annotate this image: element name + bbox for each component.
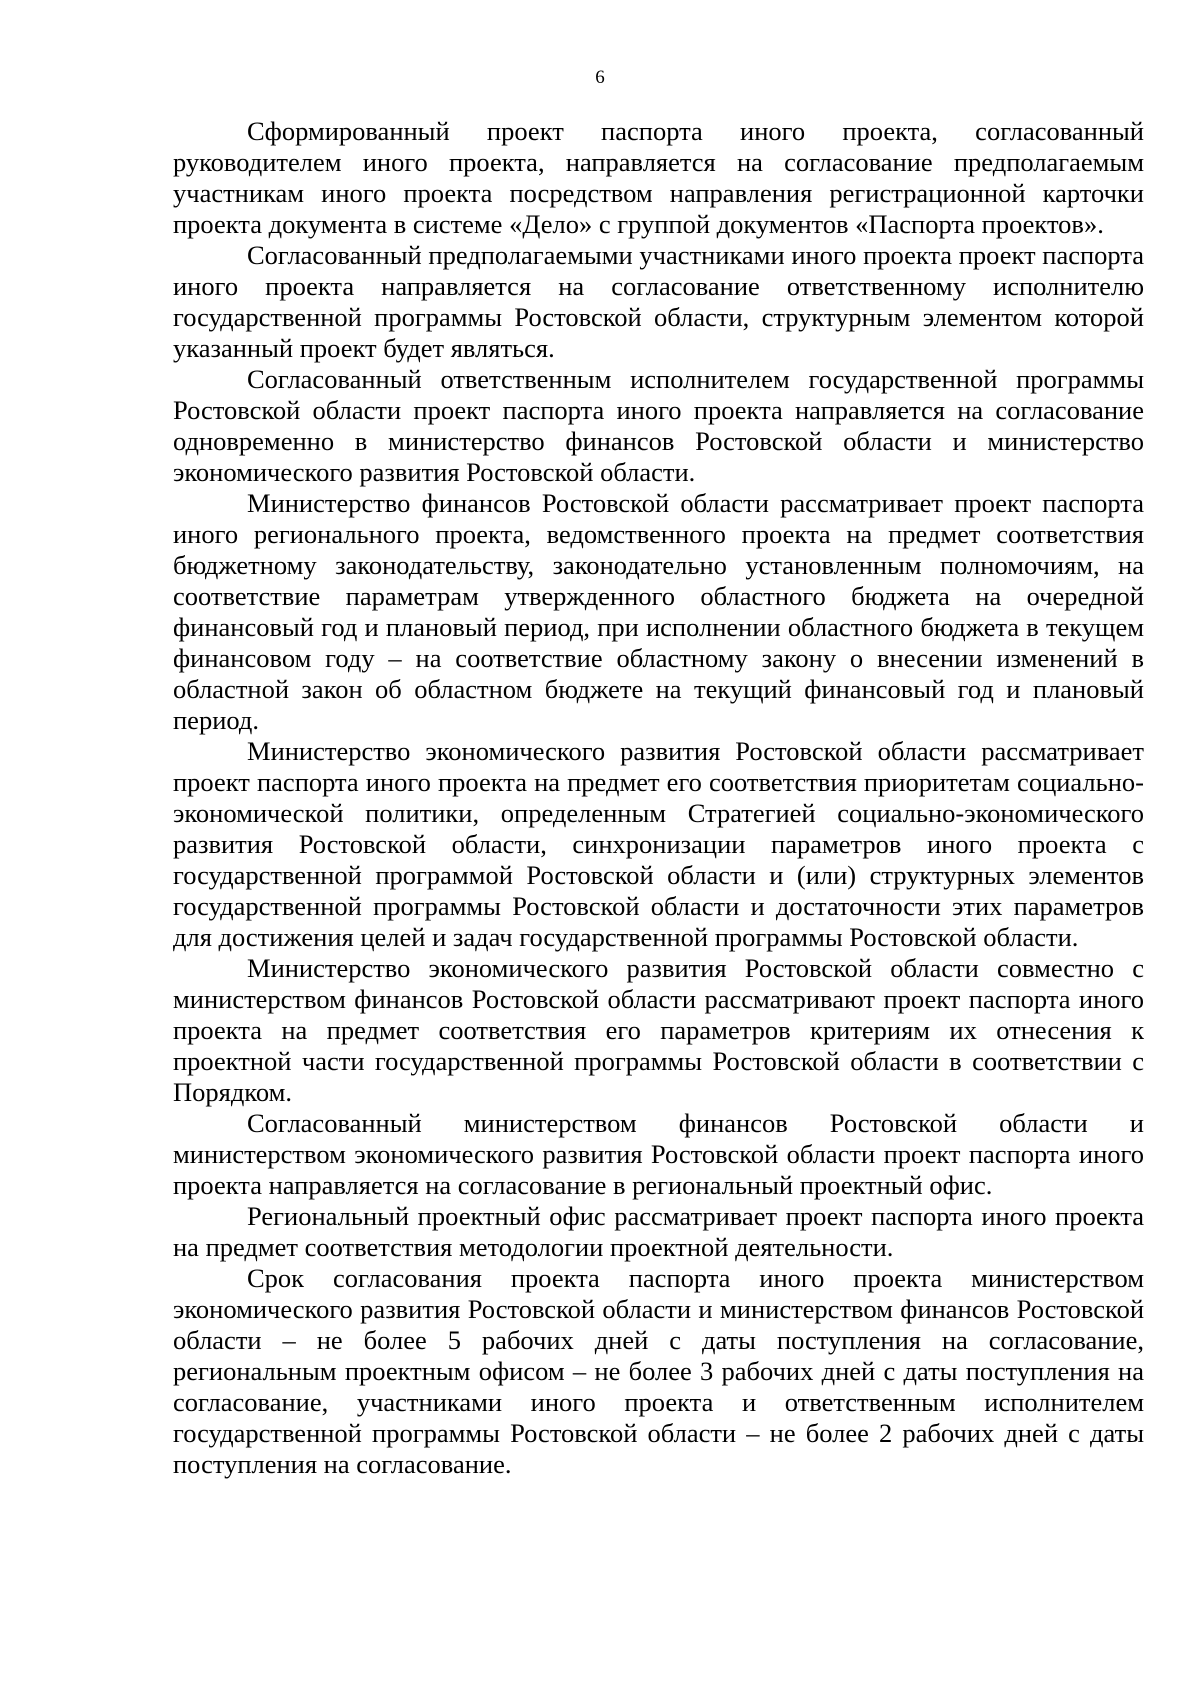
paragraph-approval-deadlines: Срок согласования проекта паспорта иного проекта министерством экономического развития Ростовской области и министерством финансов Ростовской области – не более 5 рабочих дней с даты поступления на согласование, региональным проектным офисом – не более 3 рабочих дней с даты поступления на согласование, участниками иного проекта и ответственным исполнителем государственной программы Ростовской области – не более 2 рабочих дней с даты поступления на согласование.: [173, 1263, 1144, 1479]
paragraph-executor-approval: Согласованный ответственным исполнителем государственной программы Ростовской области проект паспорта иного проекта направляется на согласование одновременно в министерство финансов Ростовской области и министерство экономического развития Ростовской области.: [173, 364, 1144, 487]
paragraph-finance-ministry-review: Министерство финансов Ростовской области рассматривает проект паспорта иного регионального проекта, ведомственного проекта на предмет соответствия бюджетному законодательству, законодательно установленным полномочиям, на соответствие параметрам утвержденного областного бюджета на очередной финансовый год и плановый период, при исполнении областного бюджета в текущем финансовом году – на соответствие областному закону о внесении изменений в областной закон об областном бюджете на текущий финансовый год и плановый период.: [173, 488, 1144, 735]
paragraph-project-office-review: Региональный проектный офис рассматривает проект паспорта иного проекта на предмет соответствия методологии проектной деятельности.: [173, 1201, 1144, 1262]
paragraph-joint-review: Министерство экономического развития Ростовской области совместно с министерством финансов Ростовской области рассматривают проект паспорта иного проекта на предмет соответствия его параметров критериям их отнесения к проектной части государственной программы Ростовской области в соответствии с Порядком.: [173, 953, 1144, 1107]
document-body: [173, 116, 1144, 1480]
page-number: 6: [595, 67, 605, 88]
paragraph-passport-formation: Сформированный проект паспорта иного проекта, согласованный руководителем иного проекта, направляется на согласование предполагаемым участникам иного проекта посредством направления регистрационной карточки проекта документа в системе «Дело» с группой документов «Паспорта проектов».: [173, 116, 1144, 239]
paragraph-project-office-referral: Согласованный министерством финансов Ростовской области и министерством экономического развития Ростовской области проект паспорта иного проекта направляется на согласование в региональный проектный офис.: [173, 1108, 1144, 1200]
paragraph-participants-approval: Согласованный предполагаемыми участниками иного проекта проект паспорта иного проекта направляется на согласование ответственному исполнителю государственной программы Ростовской области, структурным элементом которой указанный проект будет являться.: [173, 240, 1144, 363]
paragraph-economy-ministry-review: Министерство экономического развития Ростовской области рассматривает проект паспорта иного проекта на предмет его соответствия приоритетам социально-экономической политики, определенным Стратегией социально-экономического развития Ростовской области, синхронизации параметров иного проекта с государственной программой Ростовской области и (или) структурных элементов государственной программы Ростовской области и достаточности этих параметров для достижения целей и задач государственной программы Ростовской области.: [173, 736, 1144, 952]
